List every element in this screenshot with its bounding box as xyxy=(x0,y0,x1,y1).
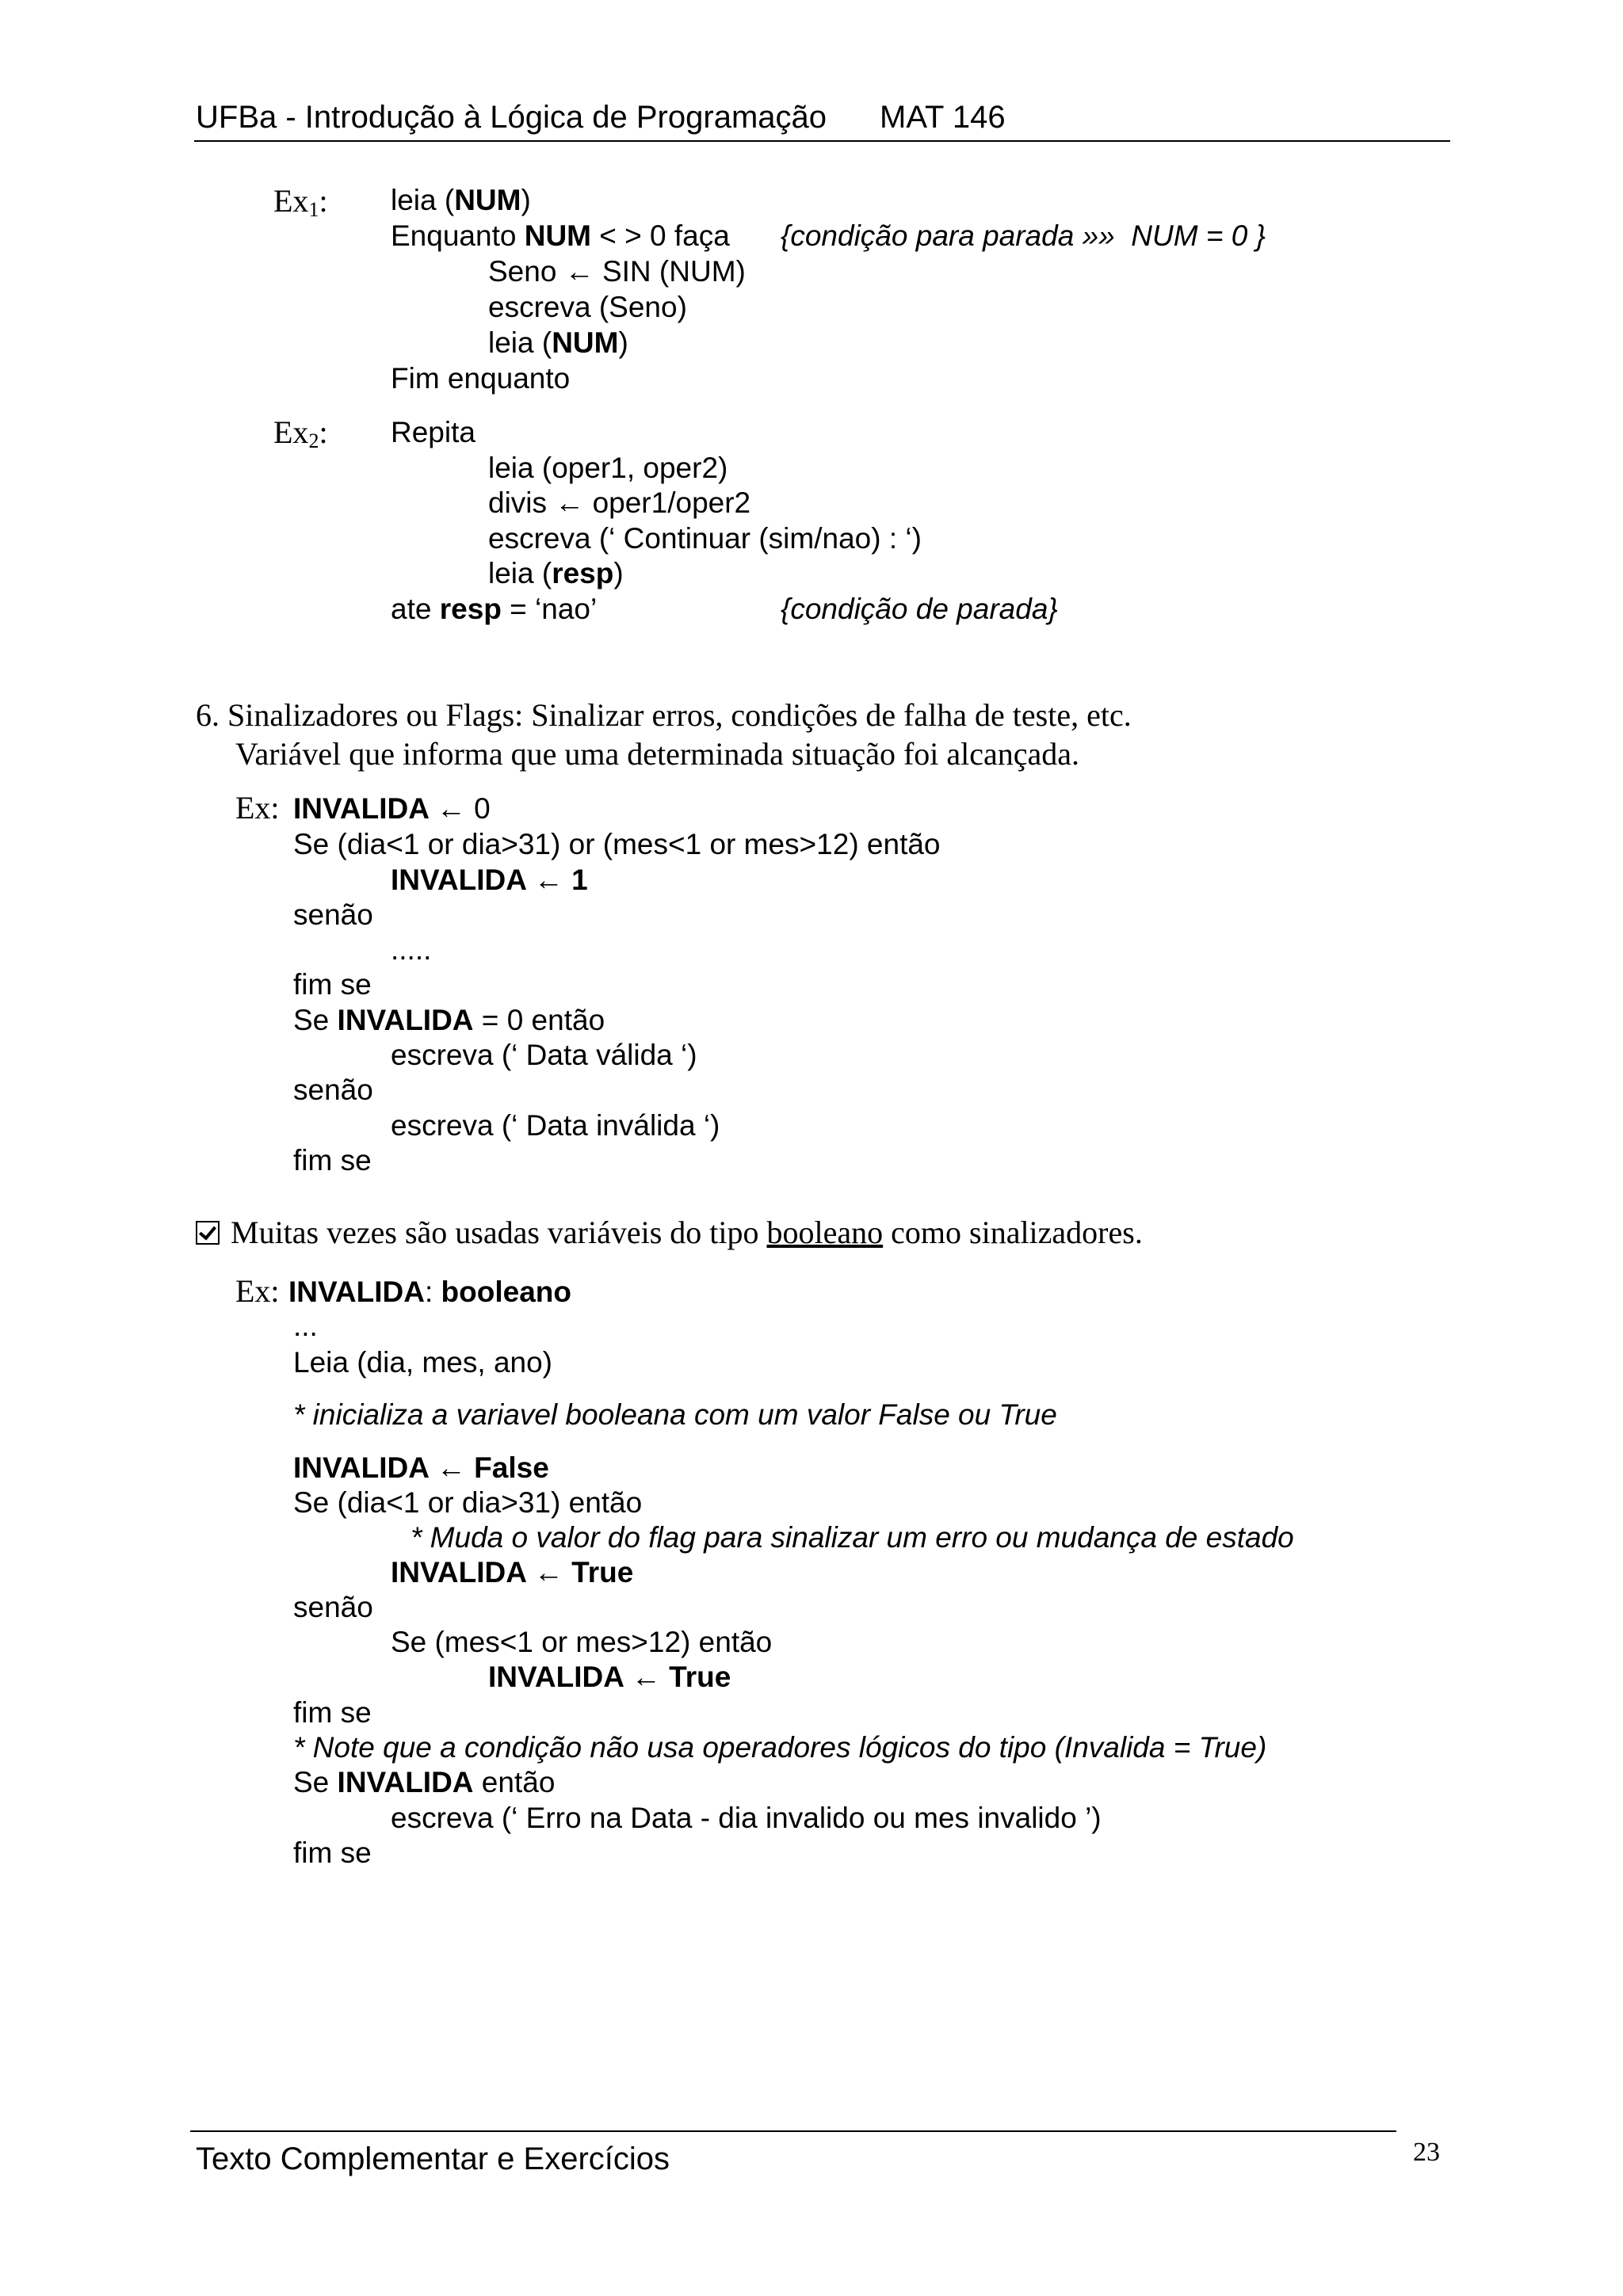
boolean-line7: Se (mes<1 or mes>12) então xyxy=(391,1626,773,1658)
section6-code-line6: fim se xyxy=(293,968,372,1001)
header-title: UFBa - Introdução à Lógica de Programação xyxy=(196,100,827,135)
section6-code-line8: escreva (‘ Data válida ‘) xyxy=(391,1039,697,1071)
section6-code-line5: ..... xyxy=(391,933,432,966)
section6-code-line1: INVALIDA ← 0 xyxy=(293,792,491,825)
section6-code-line2: Se (dia<1 or dia>31) or (mes<1 or mes>12) então xyxy=(293,828,941,860)
ex1-line5: leia (NUM) xyxy=(488,326,628,359)
section6-code-line10: escreva (‘ Data inválida ‘) xyxy=(391,1109,720,1142)
ex2-label: $Ex_2$: xyxy=(273,414,328,452)
boolean-line8: INVALIDA ← True xyxy=(488,1661,731,1693)
ex2-line1: Repita xyxy=(391,416,475,448)
boolean-declaration: INVALIDA: booleano xyxy=(288,1276,571,1308)
boolean-line4: Se (dia<1 or dia>31) então xyxy=(293,1486,643,1519)
header-rule xyxy=(194,140,1450,142)
checkbox-icon xyxy=(196,1221,220,1245)
boolean-line12: fim se xyxy=(293,1836,372,1869)
ex1-comment: {condição para parada »» NUM = 0 } xyxy=(781,219,1266,252)
boolean-line2: Leia (dia, mes, ano) xyxy=(293,1346,553,1379)
ex1-line3: Seno ← SIN (NUM) xyxy=(488,255,746,288)
boolean-line9: fim se xyxy=(293,1696,372,1729)
footer-rule xyxy=(190,2130,1396,2132)
section6-code-line9: senão xyxy=(293,1074,373,1106)
ex2-line5: leia (resp) xyxy=(488,557,624,589)
ex1-label: $Ex_1$: xyxy=(273,183,328,221)
ex2-line3: divis ← oper1/oper2 xyxy=(488,486,751,519)
boolean-comment3: * Note que a condição não usa operadores lógicos do tipo (Invalida = True) xyxy=(293,1731,1267,1764)
boolean-ex-label: Ex: xyxy=(235,1273,280,1309)
boolean-comment2: * Muda o valor do flag para sinalizar um erro ou mudança de estado xyxy=(411,1521,1294,1554)
section6-ex-label: Ex: xyxy=(235,790,280,826)
ex1-line6: Fim enquanto xyxy=(391,362,571,395)
ex1-line4: escreva (Seno) xyxy=(488,291,687,323)
boolean-line1: ... xyxy=(293,1310,318,1342)
ex2-line4: escreva (‘ Continuar (sim/nao) : ‘) xyxy=(488,522,922,555)
page-number: 23 xyxy=(1413,2138,1440,2167)
boolean-line3: INVALIDA ← False xyxy=(293,1451,549,1484)
boolean-line11: escreva (‘ Erro na Data - dia invalido ou mes invalido ’) xyxy=(391,1802,1102,1834)
section6-code-line11: fim se xyxy=(293,1144,372,1177)
footer-text: Texto Complementar e Exercícios xyxy=(196,2142,670,2176)
ex2-line2: leia (oper1, oper2) xyxy=(488,452,728,484)
boolean-line6: senão xyxy=(293,1591,373,1623)
section6-code-line4: senão xyxy=(293,898,373,931)
header-course: MAT 146 xyxy=(880,100,1006,135)
ex2-line6: ate resp = ‘nao’ xyxy=(391,593,598,625)
ex1-line2: Enquanto NUM < > 0 faça xyxy=(391,219,730,252)
boolean-line5: INVALIDA ← True xyxy=(391,1556,634,1589)
section6-description: Variável que informa que uma determinada situação foi alcançada. xyxy=(235,736,1080,772)
section6-code-line3: INVALIDA ← 1 xyxy=(391,864,588,896)
ex1-line1: leia (NUM) xyxy=(391,184,531,216)
boolean-note: Muitas vezes são usadas variáveis do tipo booleano como sinalizadores. xyxy=(196,1217,1143,1249)
section6-heading: 6. Sinalizadores ou Flags: Sinalizar erros, condições de falha de teste, etc. xyxy=(196,697,1132,733)
section6-code-line7: Se INVALIDA = 0 então xyxy=(293,1004,605,1036)
ex2-comment: {condição de parada} xyxy=(781,593,1058,625)
boolean-comment1: * inicializa a variavel booleana com um valor False ou True xyxy=(293,1398,1057,1431)
boolean-line10: Se INVALIDA então xyxy=(293,1766,556,1798)
